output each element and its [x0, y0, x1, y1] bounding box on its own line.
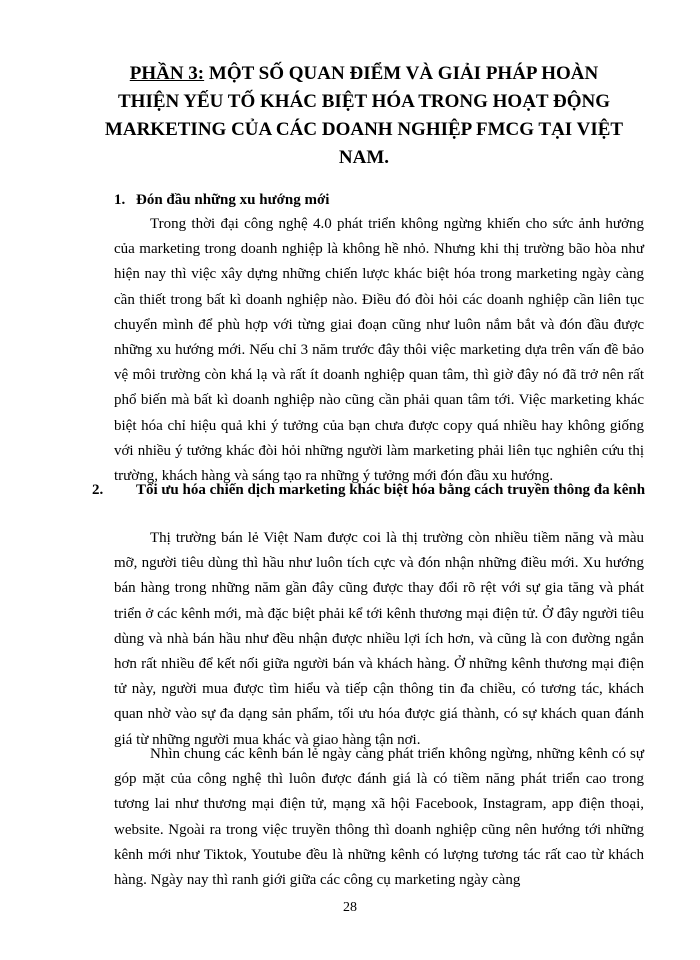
- section-2-heading: [92, 478, 666, 503]
- document-title: [100, 60, 628, 172]
- section-1-title: Đón đầu những xu hướng mới: [136, 192, 330, 208]
- section-2-paragraph-2: Nhìn chung các kênh bán lẻ ngày càng phát triển không ngừng, những kênh có sự góp mặt của công nghệ thì luôn được đánh giá là có tiềm năng phát triển cao trong tương lai như thương mại điện tử, mạng xã hội Facebook, Instagram, app điện thoại, website. Ngoài ra trong việc truyền thông thì doanh nghiệp cũng nên hướng tới những kênh mới như Tiktok, Youtube đều là những kênh có lượng tương tác rất cao từ khách hàng. Ngày nay thì ranh giới giữa các công cụ marketing ngày càng: [114, 746, 644, 889]
- section-2-title: Tối ưu hóa chiến dịch marketing khác biệt hóa bằng cách truyền thông đa kênh: [136, 482, 646, 498]
- section-2-paragraph-1: Thị trường bán lẻ Việt Nam được coi là thị trường còn nhiều tiềm năng và màu mỡ, người tiêu dùng thì hầu như luôn tích cực và đón nhận những điều mới. Xu hướng bán hàng trong những năm gần đây cũng được thay đổi rõ rệt với sự gia tăng và phát triển ở các kênh mới, mà đặc biệt phải kể tới kênh thương mại điện tử. Ở đây người tiêu dùng và nhà bán hầu như đều nhận được nhiều lợi ích hơn, và cũng là con đường ngắn hơn rất nhiều để kết nối giữa người bán và khách hàng. Ở những kênh thương mại điện tử này, người mua được tìm hiểu và tiếp cận thông tin đa chiều, có tương tác, khách quan nhờ vào sự đa dạng sản phẩm, tối ưu hóa được giá thành, có sự khách quan đánh giá từ những người mua khác và giao hàng tận nơi.: [114, 530, 644, 748]
- section-1-number: 1.: [114, 192, 126, 208]
- section-1-paragraph: Trong thời đại công nghệ 4.0 phát triển không ngừng khiến cho sức ảnh hưởng của marketing trong doanh nghiệp là không hề nhỏ. Nhưng khi thị trường bão hòa như hiện nay thì việc xây dựng những chiến lược khác biệt hóa trong marketing ngày càng cần thiết trong bất kì doanh nghiệp nào. Điều đó đòi hỏi các doanh nghiệp cần liên tục chuyển mình để phù hợp với từng giai đoạn cũng như luôn nắm bắt và đón đầu được những xu hướng mới. Nếu chỉ 3 năm trước đây thôi việc marketing dựa trên vấn đề bảo vệ môi trường còn khá lạ và rất ít doanh nghiệp quan tâm, thì giờ đây nó đã trở nên rất phổ biến mà bất kì doanh nghiệp nào cũng cần phải quan tâm tới. Việc marketing khác biệt hóa chỉ hiệu quả khi ý tưởng của bạn chưa được copy quá nhiều hay không giống với nhiều ý tưởng khác đòi hỏi những người làm marketing phải liên tục nghiên cứu thị trường, khách hàng và sáng tạo ra những ý tưởng mới đón đầu xu hướng.: [114, 216, 644, 485]
- section-2-number: 2.: [92, 482, 104, 498]
- section-1-heading: [114, 188, 644, 213]
- title-text: MỘT SỐ QUAN ĐIỂM VÀ GIẢI PHÁP HOÀN THIỆN YẾU TỐ KHÁC BIỆT HÓA TRONG HOẠT ĐỘNG MARKETING CỦA CÁC DOANH NGHIỆP FMCG TẠI VIỆT NAM.: [104, 63, 624, 168]
- title-part-label: PHẦN 3:: [129, 63, 205, 84]
- page-number: 28: [343, 900, 357, 915]
